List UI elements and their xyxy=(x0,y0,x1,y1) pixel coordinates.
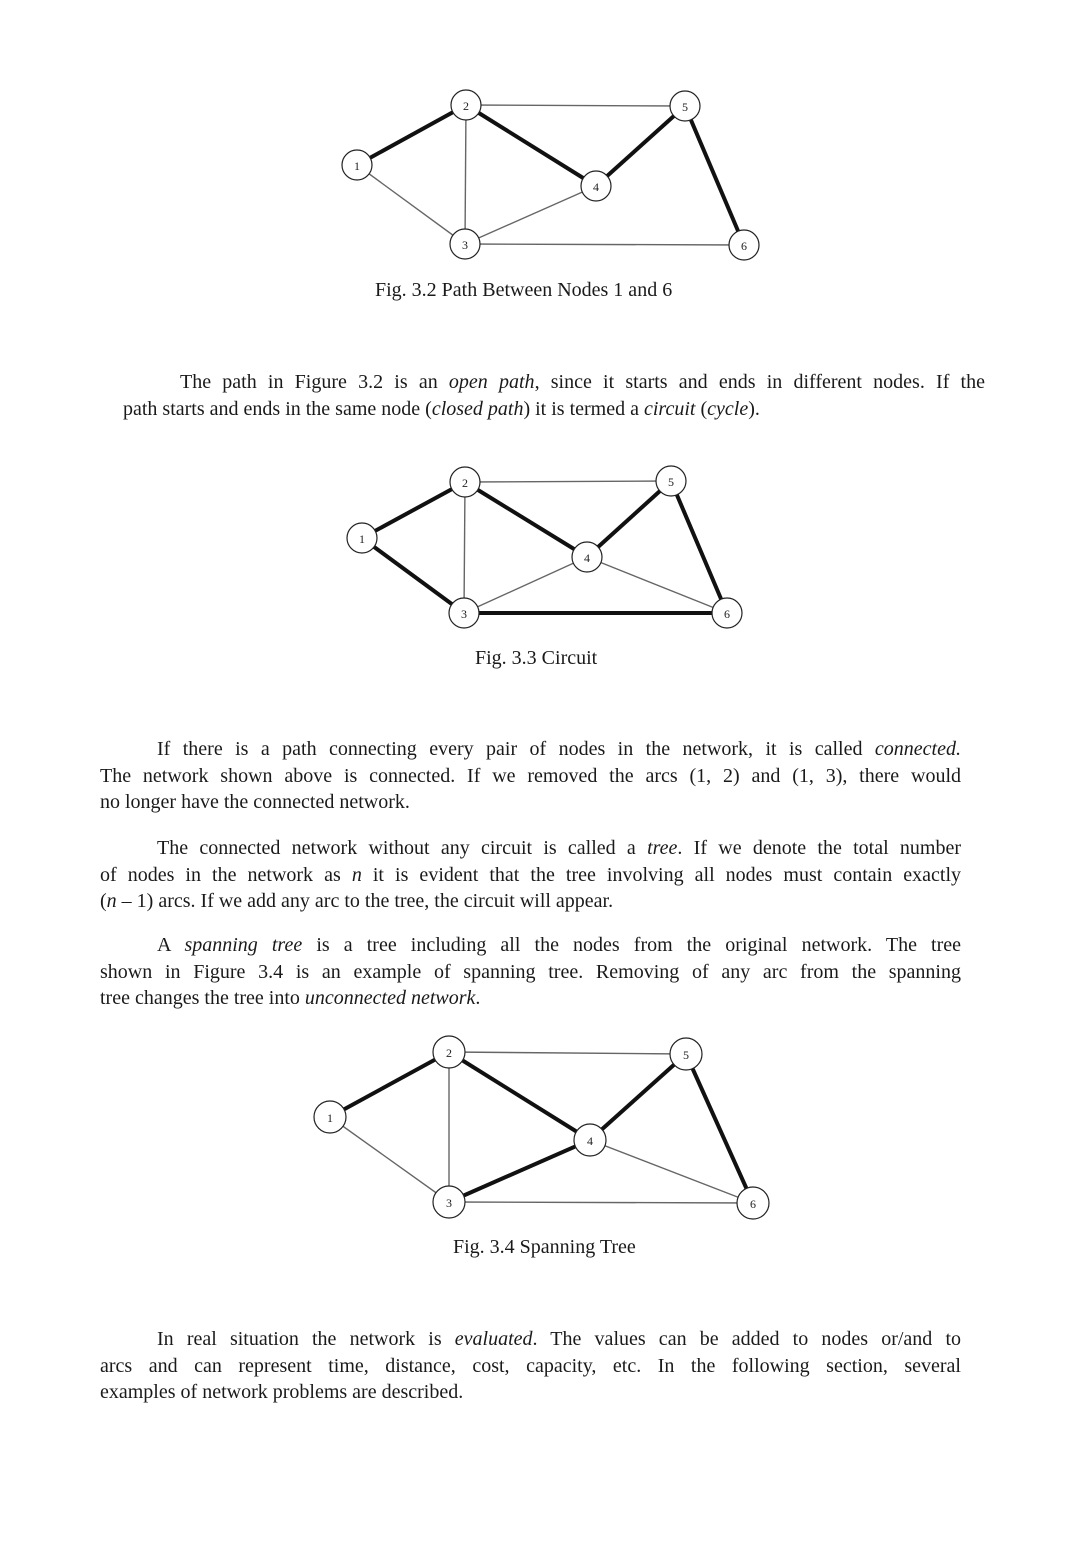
edge-1-3 xyxy=(330,1117,449,1202)
paragraph-line: tree changes the tree into unconnected network. xyxy=(100,987,481,1009)
caption-fig-3-2: Fig. 3.2 Path Between Nodes 1 and 6 xyxy=(375,279,673,301)
edge-2-4 xyxy=(449,1052,590,1140)
edge-1-2 xyxy=(330,1052,449,1117)
paragraph-line: A spanning tree is a tree including all the nodes from the original network. The tree xyxy=(157,934,962,956)
edge-2-5 xyxy=(449,1052,686,1054)
paragraph-line: of nodes in the network as n it is evident that the tree involving all nodes must contain exactly xyxy=(100,863,961,886)
node-label: 1 xyxy=(327,1111,333,1125)
edge-4-5 xyxy=(590,1054,686,1140)
paragraph-line: The path in Figure 3.2 is an open path, since it starts and ends in different nodes. If the xyxy=(180,371,985,393)
paragraph-line: shown in Figure 3.4 is an example of spanning tree. Removing of any arc from the spanning xyxy=(100,960,961,983)
node-label: 5 xyxy=(668,475,674,489)
node-label: 2 xyxy=(463,99,469,113)
node-label: 1 xyxy=(354,159,360,173)
paragraph-line: path starts and ends in the same node (closed path) it is termed a circuit (cycle). xyxy=(123,397,760,420)
node-label: 1 xyxy=(359,532,365,546)
node-5 xyxy=(670,1038,702,1070)
node-label: 6 xyxy=(724,607,730,621)
node-label: 4 xyxy=(587,1134,593,1148)
node-label: 6 xyxy=(741,239,747,253)
node-label: 5 xyxy=(682,100,688,114)
caption-fig-3-3: Fig. 3.3 Circuit xyxy=(475,647,598,669)
node-4 xyxy=(574,1124,606,1156)
node-label: 3 xyxy=(461,607,467,621)
paragraph-line: In real situation the network is evaluated. The values can be added to nodes or/and to xyxy=(157,1328,961,1350)
edges xyxy=(330,1052,753,1203)
node-label: 3 xyxy=(446,1196,452,1210)
paragraph-line: The network shown above is connected. If we removed the arcs (1, 2) and (1, 3), there would xyxy=(100,764,961,787)
edge-3-6 xyxy=(449,1202,753,1203)
paragraph-line: arcs and can represent time, distance, cost, capacity, etc. In the following section, several xyxy=(100,1354,961,1377)
node-label: 4 xyxy=(593,180,599,194)
paragraph-line: no longer have the connected network. xyxy=(100,791,410,813)
node-label: 5 xyxy=(683,1048,689,1062)
node-2 xyxy=(433,1036,465,1068)
paragraph-line: The connected network without any circuit is called a tree. If we denote the total number xyxy=(157,837,961,859)
node-6 xyxy=(737,1187,769,1219)
caption-fig-3-4: Fig. 3.4 Spanning Tree xyxy=(453,1236,636,1258)
node-label: 2 xyxy=(446,1046,452,1060)
node-3 xyxy=(433,1186,465,1218)
paragraph-line: examples of network problems are described. xyxy=(100,1381,464,1403)
paragraph-evaluated xyxy=(100,1326,961,1406)
node-label: 3 xyxy=(462,238,468,252)
node-1 xyxy=(314,1101,346,1133)
paragraph-line: If there is a path connecting every pair of nodes in the network, it is called connected. xyxy=(157,738,961,760)
node-label: 2 xyxy=(462,476,468,490)
edge-3-4 xyxy=(449,1140,590,1202)
node-label: 6 xyxy=(750,1197,756,1211)
node-label: 4 xyxy=(584,551,590,565)
paragraph-line: (n – 1) arcs. If we add any arc to the tree, the circuit will appear. xyxy=(100,890,614,912)
